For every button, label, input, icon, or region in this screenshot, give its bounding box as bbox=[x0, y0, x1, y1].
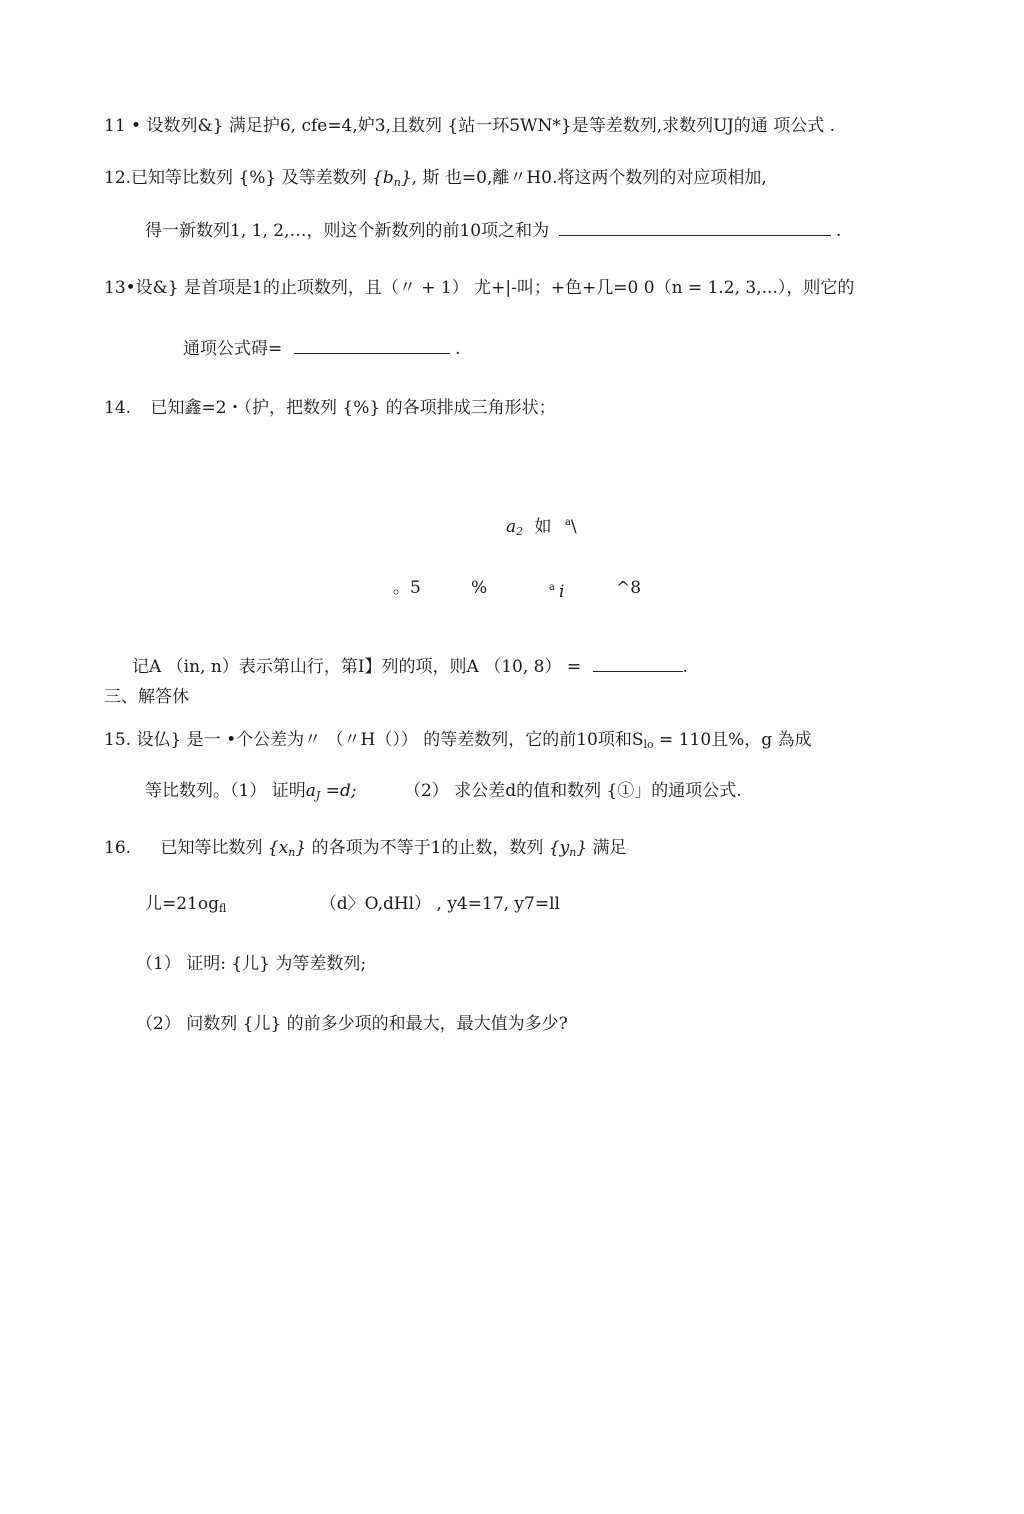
term-a3: 如 bbox=[534, 517, 552, 537]
question-15-text-b: = 110且%，g 為成 bbox=[653, 730, 812, 750]
answer-blank-12[interactable] bbox=[559, 219, 831, 236]
question-15 bbox=[104, 729, 812, 756]
answer-blank-13[interactable] bbox=[294, 337, 450, 354]
question-13-text: 13•设&} 是首项是1的止项数列，且（〃 + 1） 尤+|-叫；+色+几=0 0（n = 1.2, 3,...），则它的 bbox=[104, 278, 855, 298]
question-15-formula: $a_J =d$; bbox=[305, 781, 357, 802]
question-12-line-2 bbox=[145, 219, 841, 242]
question-15-text-a: 15. 设仏} 是一 •个公差为〃 （〃H（）） 的等差数列，它的前10项和S bbox=[104, 730, 644, 750]
question-16-text-a: 已知等比数列 bbox=[160, 838, 268, 858]
s10-subscript: lo bbox=[643, 738, 654, 751]
question-13-period: . bbox=[455, 339, 461, 359]
question-15-part-1: 等比数列。（1） 证明 bbox=[145, 781, 306, 801]
triangle-row-3-term-4 bbox=[616, 577, 641, 599]
question-13-line-2 bbox=[183, 337, 460, 360]
triangle-row-3-term-2 bbox=[471, 577, 487, 599]
question-14-label: 14. bbox=[104, 398, 132, 418]
question-16-label: 16. bbox=[104, 838, 132, 858]
term-a8: ^8 bbox=[616, 578, 642, 598]
question-12-text-b: , 斯 也=0,離〃H0.将这两个数列的对应项相加, bbox=[411, 168, 767, 188]
triangle-row-2 bbox=[506, 512, 577, 543]
term-a2: $a_2$ bbox=[506, 517, 524, 538]
question-16-formula-b: （d〉O,dHl） , y4=17, y7=ll bbox=[319, 894, 560, 914]
question-11 bbox=[104, 115, 835, 137]
section-title: 三、解答休 bbox=[104, 687, 189, 707]
question-13 bbox=[104, 277, 854, 299]
question-12-text-a: 12.已知等比数列 {%} 及等差数列 bbox=[104, 168, 373, 188]
question-13-line-2-text: 通项公式碍= bbox=[183, 339, 283, 359]
question-14-note-text: 记A （in, n）表示第山行，第I】列的项，则A （10, 8） = bbox=[132, 657, 582, 677]
sequence-y: $\{y_n\}$ bbox=[548, 838, 588, 859]
question-16-text-b: 的各项为不等于1的止数，数列 bbox=[306, 838, 549, 858]
question-15-part-2: （2） 求公差d的值和数列 {①」的通项公式. bbox=[403, 781, 742, 801]
triangle-row-3-term-1 bbox=[393, 577, 421, 599]
question-12-line-2-text: 得一新数列1, 1, 2,…，则这个新数列的前10项之和为 bbox=[145, 221, 550, 241]
term-a5: 。5 bbox=[393, 578, 421, 598]
triangle-row-3-term-3 bbox=[549, 577, 564, 603]
answer-blank-14[interactable] bbox=[593, 655, 683, 672]
term-a7: $^a$ i bbox=[549, 582, 565, 602]
question-16-text-c: 满足 bbox=[587, 838, 627, 858]
question-16-line-2 bbox=[145, 893, 560, 920]
log-base: fl bbox=[219, 902, 227, 915]
sequence-b: $\{b_n\}$ bbox=[372, 168, 412, 189]
sequence-x: $\{x_n\}$ bbox=[267, 838, 307, 859]
question-14 bbox=[104, 397, 556, 419]
question-16 bbox=[104, 837, 627, 864]
question-15-line-2 bbox=[145, 780, 742, 807]
question-16-formula-a: 儿=21og bbox=[145, 894, 219, 914]
question-11-text: 11 • 设数列&} 满足护6, cfe=4,妒3,且数列 {站一环5WN*}是等差数列,求数列UJ的通 项公式 . bbox=[104, 116, 835, 136]
term-a6: % bbox=[471, 578, 488, 598]
question-14-period: . bbox=[682, 657, 688, 677]
question-14-text: 已知鑫=2・（护，把数列 {%} 的各项排成三角形状； bbox=[150, 398, 556, 418]
question-16-part-2: （2） 问数列 {儿} 的前多少项的和最大，最大值为多少? bbox=[136, 1014, 568, 1034]
question-14-note bbox=[132, 655, 688, 678]
question-12 bbox=[104, 167, 767, 194]
question-12-period: . bbox=[835, 221, 842, 241]
question-16-part-1: （1） 证明: {儿} 为等差数列; bbox=[136, 954, 367, 974]
term-a4: $^a$\ bbox=[564, 517, 577, 537]
